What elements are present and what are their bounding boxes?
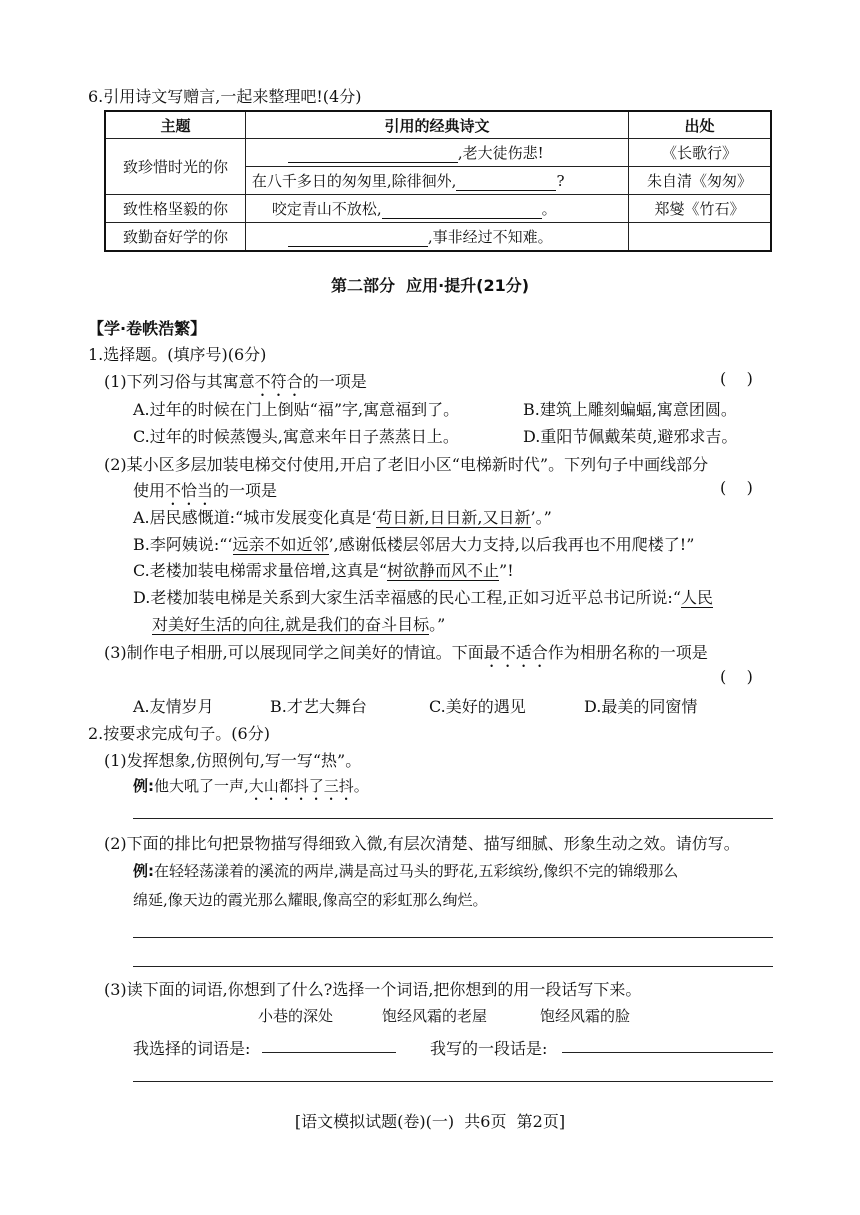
- q1-s1-option-c: C.过年的时候蒸馒头,寓意来年日子蒸蒸日上。: [133, 427, 459, 446]
- q2-s2-example-line1: [133, 860, 678, 881]
- q2-s1-example-label: 例:: [133, 777, 154, 795]
- q2-title: 2.按要求完成句子。(6分): [88, 724, 270, 743]
- q1-s2-d-pre: D.老楼加装电梯是关系到大家生活幸福感的民心工程,正如习近平总书记所说:“: [133, 588, 682, 607]
- q6-title: 6.引用诗文写赠言,一起来整理吧!(4分): [88, 87, 362, 106]
- q2-s2-stem: (2)下面的排比句把景物描写得细致入微,有层次清楚、描写细腻、形象生动之效。请仿写。: [104, 834, 740, 853]
- row1b-source: 朱自清《匆匆》: [629, 167, 772, 195]
- q1-s2-option-c: [133, 558, 514, 581]
- q1-s3-option-c: C.美好的遇见: [429, 697, 526, 716]
- q1-s2-b-underlined: 远亲不如近邻: [232, 535, 329, 554]
- section-tag: 【学·卷帙浩繁】: [88, 319, 207, 338]
- row1b-text: 在八千多日的匆匆里,除徘徊外,: [251, 172, 457, 190]
- q1-s3-stem-a: (3)制作电子相册,可以展现同学之间美好的情谊。下面: [104, 643, 484, 662]
- q1-s1-option-b: B.建筑上雕刻蝙蝠,寓意团圆。: [523, 400, 737, 419]
- q1-s1-stem-emphasis: 不符合: [254, 372, 303, 391]
- q2-s3-write-blank[interactable]: [562, 1052, 773, 1053]
- q1-s2-d-underlined-2: 对美好生活的向往,就是我们的奋斗目标: [152, 615, 430, 634]
- row1b-cell: [245, 167, 628, 195]
- q2-s3-stem: (3)读下面的词语,你想到了什么?选择一个词语,把你想到的用一段话写下来。: [104, 980, 642, 999]
- q1-s2-c-post: ”!: [499, 561, 514, 580]
- q1-s3-stem: [104, 640, 708, 671]
- q1-s2-c-underlined: 树欲静而风不止: [387, 561, 500, 580]
- q1-s2-option-a: [133, 505, 552, 528]
- q2-s3-word1: 小巷的深处: [258, 1007, 334, 1025]
- q1-s1-stem-a: (1)下列习俗与其寓意: [104, 372, 255, 391]
- q2-s1-stem: (1)发挥想象,仿照例句,写一写“热”。: [104, 751, 362, 770]
- q1-s3-option-a: A.友情岁月: [133, 697, 214, 716]
- q1-s2-c-pre: C.老楼加装电梯需求量倍增,这真是“: [133, 561, 388, 580]
- row2-cell: [245, 195, 628, 223]
- q1-s1-option-a: A.过年的时候在门上倒贴“福”字,寓意福到了。: [133, 400, 460, 419]
- q1-s2-a-post: ’。”: [530, 508, 552, 527]
- q1-s2-stem2-b: 的一项是: [213, 481, 278, 500]
- q2-s1-example-a: 他大吼了一声,: [154, 777, 249, 795]
- q2-s3-answer-line[interactable]: [133, 1081, 773, 1082]
- q1-s2-stem2-a: 使用: [133, 481, 166, 500]
- q2-s1-example: [133, 775, 369, 804]
- row2-source: 郑燮《竹石》: [629, 195, 772, 223]
- header-poem: 引用的经典诗文: [245, 111, 628, 139]
- row3-theme: 致勤奋好学的你: [105, 223, 245, 252]
- row2-end: 。: [541, 200, 557, 218]
- q1-s2-stem1: (2)某小区多层加装电梯交付使用,开启了老旧小区“电梯新时代”。下列句子中画线部分: [104, 455, 709, 474]
- q1-s2-d-post: 。”: [429, 615, 446, 634]
- row1b-blank[interactable]: [456, 174, 556, 191]
- row1a-blank[interactable]: [288, 146, 458, 163]
- q1-s2-a-pre: A.居民感慨道:“城市发展变化真是‘: [133, 508, 377, 527]
- q1-s2-answer[interactable]: ( ): [720, 478, 753, 497]
- q1-s2-option-b: [133, 532, 694, 555]
- q1-s1-option-d: D.重阳节佩戴茱萸,避邪求吉。: [523, 427, 738, 446]
- header-theme: 主题: [105, 111, 245, 139]
- q1-s3-stem-emphasis: 最不适合: [483, 643, 548, 662]
- row3-blank[interactable]: [288, 230, 428, 247]
- row3-cell: [245, 223, 628, 252]
- row1b-end: ?: [556, 172, 565, 190]
- header-source: 出处: [629, 111, 772, 139]
- q2-s2-example-text1: 在轻轻荡漾着的溪流的两岸,满是高过马头的野花,五彩缤纷,像织不完的锦缎那么: [154, 862, 679, 880]
- q1-s1-stem-b: 的一项是: [302, 372, 367, 391]
- q2-s3-word2: 饱经风霜的老屋: [382, 1007, 488, 1025]
- q2-s3-word3: 饱经风霜的脸: [540, 1007, 631, 1025]
- q2-s1-example-b: 。: [353, 777, 369, 795]
- q1-s3-answer[interactable]: ( ): [720, 667, 753, 686]
- q1-title: 1.选择题。(填序号)(6分): [88, 345, 267, 364]
- q1-s1-stem: [104, 369, 367, 400]
- row3-text: ,事非经过不知难。: [427, 228, 553, 246]
- row2-blank[interactable]: [382, 202, 542, 219]
- row2-text: 咬定青山不放松,: [271, 200, 382, 218]
- q1-s2-stem-emphasis: 不恰当: [165, 481, 214, 500]
- row1a-cell: [245, 139, 628, 167]
- q1-s2-d-underlined-1: 人民: [681, 588, 714, 607]
- q1-s1-answer[interactable]: ( ): [720, 369, 753, 388]
- row3-source: [629, 223, 772, 252]
- q2-s1-example-emphasis: 大山都抖了三抖: [248, 777, 354, 795]
- q1-s2-a-underlined: 苟日新,日日新,又日新: [376, 508, 531, 527]
- q1-s2-b-pre: B.李阿姨说:“‘: [133, 535, 233, 554]
- row2-theme: 致性格坚毅的你: [105, 195, 245, 223]
- q2-s2-answer-line-2[interactable]: [133, 966, 773, 967]
- poem-table: [104, 110, 772, 252]
- q2-s1-answer-line[interactable]: [133, 818, 773, 819]
- q2-s3-choose-label: 我选择的词语是:: [133, 1039, 251, 1058]
- q1-s2-option-d: [133, 585, 713, 608]
- q2-s2-example-line2: 绵延,像天边的霞光那么耀眼,像高空的彩虹那么绚烂。: [133, 891, 488, 909]
- row1a-source: 《长歌行》: [629, 139, 772, 167]
- q2-s2-example-label: 例:: [133, 862, 154, 880]
- page-footer: [语文模拟试题(卷)(一) 共6页 第2页]: [294, 1112, 566, 1131]
- q1-s2-b-post: ’,感谢低楼层邻居大力支持,以后我再也不用爬楼了!”: [328, 535, 695, 554]
- part2-title: 第二部分 应用·提升(21分): [330, 276, 530, 295]
- q1-s3-option-b: B.才艺大舞台: [270, 697, 367, 716]
- q2-s2-answer-line-1[interactable]: [133, 937, 773, 938]
- q2-s3-choose-blank[interactable]: [262, 1052, 396, 1053]
- row1a-text: ,老大徒伤悲!: [457, 144, 544, 162]
- q1-s3-option-d: D.最美的同窗情: [584, 697, 698, 716]
- q2-s3-write-label: 我写的一段话是:: [430, 1039, 548, 1058]
- q1-s2-option-d-cont: [152, 612, 445, 635]
- q1-s3-stem-b: 作为相册名称的一项是: [547, 643, 708, 662]
- row1-theme: 致珍惜时光的你: [105, 139, 245, 195]
